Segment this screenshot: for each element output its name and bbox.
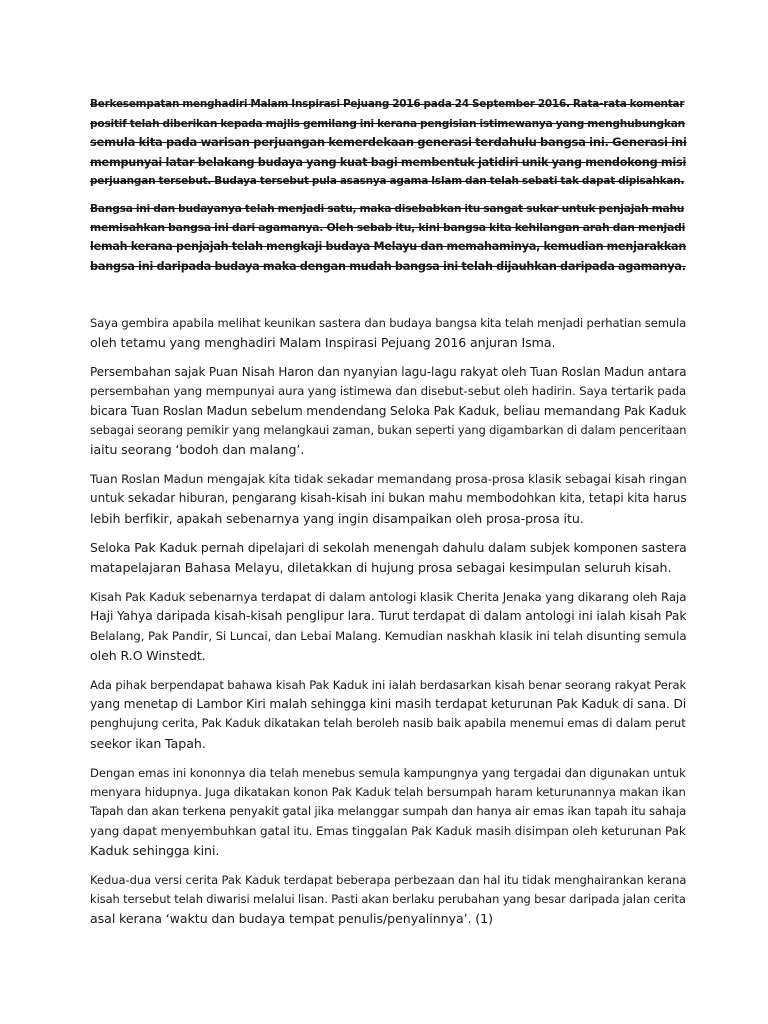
text-line: oleh R.O Winstedt. bbox=[90, 647, 206, 663]
text-line: Tuan Roslan Madun mengajak kita tidak sekadar memandang prosa-prosa klasik sebagai kisah ringan bbox=[90, 472, 687, 487]
text-line: Berkesempatan menghadiri Malam Inspirasi Pejuang 2016 pada 24 September 2016. Rata-rata komentar bbox=[90, 98, 685, 110]
text-line: Belalang, Pak Pandir, Si Luncai, dan Lebai Malang. Kemudian naskhah klasik ini telah disunting semula bbox=[90, 628, 687, 643]
section-gap bbox=[90, 284, 690, 314]
text-line: Dengan emas ini kononnya dia telah menebus semula kampungnya yang tergadai dan digunakan untuk bbox=[90, 765, 686, 780]
text-line: Ada pihak berpendapat bahawa kisah Pak Kaduk ini ialah berdasarkan kisah benar seorang rakyat Perak bbox=[90, 678, 687, 693]
body-paragraph-8 bbox=[90, 871, 690, 929]
text-line: kisah tersebut telah diwarisi melalui lisan. Pasti akan berlaku perubahan yang besar daripada jalan cerita bbox=[90, 892, 686, 907]
body-section bbox=[90, 314, 690, 929]
text-line: untuk sekadar hiburan, pengarang kisah-kisah ini bukan mahu membodohkan kita, tetapi kita harus bbox=[90, 491, 687, 506]
text-line: bicara Tuan Roslan Madun sebelum mendendang Seloka Pak Kaduk, beliau memandang Pak Kaduk bbox=[90, 403, 687, 418]
text-line: persembahan yang mempunyai aura yang istimewa dan disebut-sebut oleh hadirin. Saya tertarik pada bbox=[90, 384, 687, 399]
text-line: iaitu seorang ‘bodoh dan malang’. bbox=[90, 442, 305, 458]
struck-section bbox=[90, 95, 690, 276]
text-line: Tapah dan akan terkena penyakit gatal jika melanggar sumpah dan hanya air emas ikan tapah itu sahaja bbox=[90, 804, 687, 819]
body-paragraph-4 bbox=[90, 539, 690, 577]
document-page bbox=[90, 95, 690, 940]
text-line: asal kerana ‘waktu dan budaya tempat penulis/penyalinnya’. (1) bbox=[90, 911, 493, 927]
text-line: bangsa ini daripada budaya maka dengan mudah bangsa ini telah dijauhkan daripada agamanya. bbox=[90, 259, 686, 273]
text-line: perjuangan tersebut. Budaya tersebut pula asasnya agama Islam dan telah sebati tak dapat dipisahkan. bbox=[90, 174, 685, 187]
struck-paragraph-1 bbox=[90, 95, 690, 191]
text-line: Kisah Pak Kaduk sebenarnya terdapat di dalam antologi klasik Cherita Jenaka yang dikarang oleh Raja bbox=[90, 590, 687, 605]
text-line: memisahkan bangsa ini dari agamanya. Oleh sebab itu, kini bangsa kita kehilangan arah dan menjadi bbox=[90, 221, 686, 235]
text-line: Bangsa ini dan budayanya telah menjadi satu, maka disebabkan itu sangat sukar untuk penjajah mahu bbox=[90, 202, 685, 216]
body-paragraph-6 bbox=[90, 676, 690, 753]
text-line: Seloka Pak Kaduk pernah dipelajari di sekolah menengah dahulu dalam subjek komponen sastera bbox=[90, 540, 687, 555]
text-line: Kedua-dua versi cerita Pak Kaduk terdapat beberapa perbezaan dan hal itu tidak menghairankan kerana bbox=[90, 872, 687, 887]
text-line: lemah kerana penjajah telah mengkaji budaya Melayu dan memahaminya, kemudian menjarakkan bbox=[90, 240, 687, 254]
text-line: yang dapat menyembuhkan gatal itu. Emas tinggalan Pak Kaduk masih disimpan oleh keturunan Pak bbox=[90, 823, 686, 838]
text-line: Saya gembira apabila melihat keunikan sastera dan budaya bangsa kita telah menjadi perhatian semula bbox=[90, 315, 687, 330]
body-paragraph-1 bbox=[90, 314, 690, 352]
body-paragraph-5 bbox=[90, 588, 690, 665]
body-paragraph-3 bbox=[90, 470, 690, 528]
text-line: positif telah diberikan kepada majlis gemilang ini kerana pengisian istimewanya yang menghubungkan bbox=[90, 117, 685, 131]
text-line: semula kita pada warisan perjuangan kemerdekaan generasi terdahulu bangsa ini. Generasi ini bbox=[90, 135, 687, 150]
text-line: Kaduk sehingga kini. bbox=[90, 842, 220, 858]
text-line: Haji Yahya daripada kisah-kisah penglipur lara. Turut terdapat di dalam antologi ini ialah kisah Pak bbox=[90, 609, 687, 624]
text-line: matapelajaran Bahasa Melayu, diletakkan di hujung prosa sebagai kesimpulan seluruh kisah. bbox=[90, 560, 672, 576]
text-line: Persembahan sajak Puan Nisah Haron dan nyanyian lagu-lagu rakyat oleh Tuan Roslan Madun antara bbox=[90, 365, 687, 380]
text-line: menyara hidupnya. Juga dikatakan konon Pak Kaduk telah bersumpah haram keturunannya makan ikan bbox=[90, 785, 686, 800]
text-line: oleh tetamu yang menghadiri Malam Inspirasi Pejuang 2016 anjuran Isma. bbox=[90, 335, 556, 351]
body-paragraph-2 bbox=[90, 363, 690, 459]
text-line: lebih berfikir, apakah sebenarnya yang ingin disampaikan oleh prosa-prosa itu. bbox=[90, 510, 584, 526]
text-line: mempunyai latar belakang budaya yang kuat bagi membentuk jatidiri unik yang mendokong misi bbox=[90, 155, 687, 169]
text-line: yang menetap di Lambor Kiri malah sehingga kini masih terdapat keturunan Pak Kaduk di sana. Di bbox=[90, 697, 687, 712]
body-paragraph-7 bbox=[90, 764, 690, 860]
struck-paragraph-2 bbox=[90, 199, 690, 276]
text-line: penghujung cerita, Pak Kaduk dikatakan telah beroleh nasib baik apabila menemui emas di dalam perut bbox=[90, 716, 686, 731]
text-line: sebagai seorang pemikir yang melangkaui zaman, bukan seperti yang digambarkan di dalam penceritaan bbox=[90, 422, 687, 437]
text-line: seekor ikan Tapah. bbox=[90, 735, 206, 751]
